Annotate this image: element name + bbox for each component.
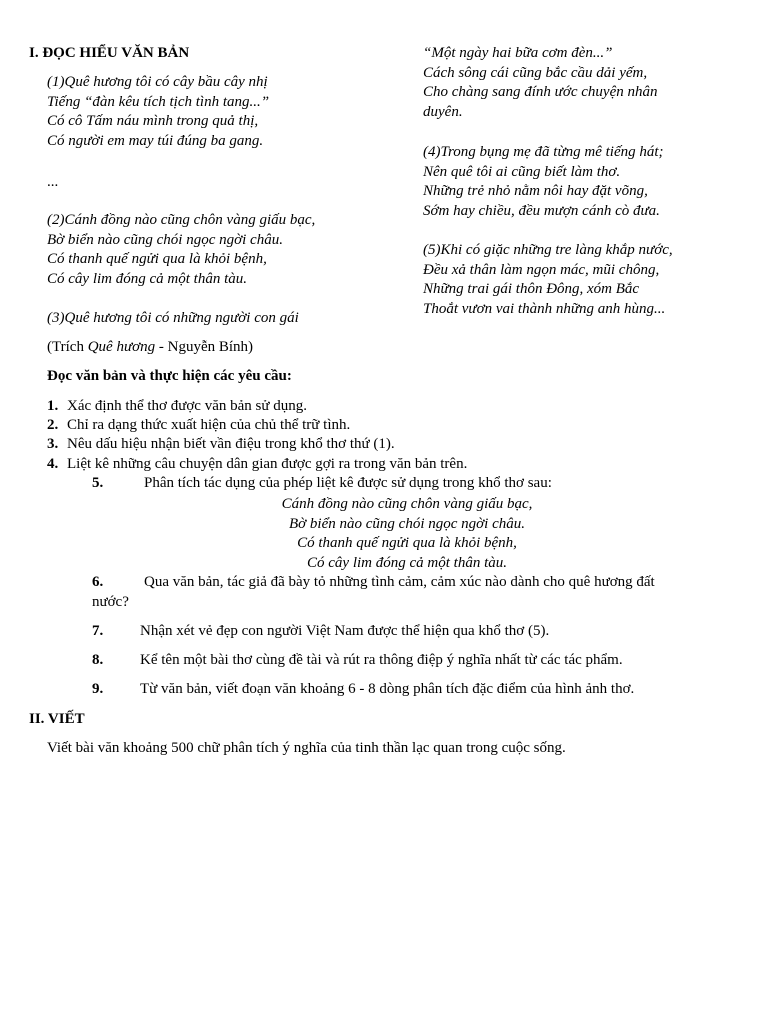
poem-line: (1)Quê hương tôi có cây bầu cây nhị: [47, 74, 268, 90]
question-text: Kể tên một bài thơ cùng đề tài và rút ra thông điệp ý nghĩa nhất từ các tác phẩm.: [140, 652, 623, 668]
question-text: Từ văn bản, viết đoạn văn khoảng 6 - 8 dòng phân tích đặc điểm của hình ảnh thơ.: [140, 681, 635, 697]
poem-ellipsis: ...: [47, 174, 59, 190]
poem-line: Tiếng “đàn kêu tích tịch tình tang...”: [47, 93, 270, 110]
poem-line: (5)Khi có giặc những tre làng khắp nước,: [423, 242, 673, 258]
poem-line: Có thanh quế ngửi qua là khỏi bệnh,: [47, 251, 267, 267]
poem-line: Cách sông cái cũng bắc cầu dải yếm,: [423, 64, 648, 81]
quote-line: Bờ biển nào cũng chói ngọc ngời châu.: [289, 515, 525, 532]
poem-line: Những trẻ nhỏ nằm nôi hay đặt võng,: [423, 183, 648, 199]
writing-prompt: Viết bài văn khoảng 500 chữ phân tích ý nghĩa của tinh thần lạc quan trong cuộc sống.: [47, 740, 566, 756]
poem-line: Bờ biển nào cũng chói ngọc ngời châu.: [47, 231, 283, 248]
poem-line: “Một ngày hai bữa cơm đèn...”: [423, 45, 613, 61]
section-2-heading: II. VIẾT: [29, 711, 85, 727]
question-text: Nêu dấu hiệu nhận biết vần điệu trong khổ thơ thứ (1).: [67, 436, 395, 452]
question-7: [92, 622, 549, 642]
question-number: 1.: [47, 398, 59, 414]
quote-line: Có thanh quế ngửi qua là khỏi bệnh,: [297, 535, 517, 551]
quote-line: Cánh đồng nào cũng chôn vàng giấu bạc,: [281, 496, 533, 512]
question-1: [47, 397, 307, 417]
poem-line: Thoắt vươn vai thành những anh hùng...: [423, 300, 666, 317]
question-text-line-1: Qua văn bản, tác giả đã bày tỏ những tình cảm, cảm xúc nào dành cho quê hương đất: [144, 574, 655, 590]
question-text: Phân tích tác dụng của phép liệt kê được sử dụng trong khổ thơ sau:: [144, 475, 552, 491]
poem-left-column: [47, 73, 427, 151]
citation-author: - Nguyễn Bính): [155, 339, 254, 355]
question-8: [92, 651, 623, 671]
question-text: Xác định thể thơ được văn bản sử dụng.: [67, 398, 307, 414]
question-9: [92, 680, 634, 700]
stanza-3-cont: [423, 44, 753, 122]
poem-line: Sớm hay chiều, đều mượn cánh cò đưa.: [423, 202, 660, 219]
question-number: 5.: [92, 475, 104, 491]
question-text-line-2: nước?: [92, 593, 129, 610]
question-text: Liệt kê những câu chuyện dân gian được gợi ra trong văn bản trên.: [67, 456, 468, 472]
quote-line: Có cây lim đóng cả một thân tàu.: [307, 554, 507, 571]
citation-prefix: (Trích: [47, 339, 88, 355]
poem-line: (4)Trong bụng mẹ đã từng mê tiếng hát;: [423, 144, 664, 160]
poem-line: Có cây lim đóng cả một thân tàu.: [47, 270, 247, 287]
stanza-3: (3)Quê hương tôi có những người con gái: [47, 310, 299, 326]
stanza-5: [423, 241, 673, 319]
poem-right-column: [423, 44, 753, 122]
citation-title: Quê hương: [87, 339, 156, 355]
poem-line: Có cô Tấm náu mình trong quả thị,: [47, 113, 259, 129]
question-number: 6.: [92, 574, 104, 590]
poem-line: duyên.: [423, 103, 463, 120]
poem-line: Nên quê tôi ai cũng biết làm thơ.: [423, 163, 621, 180]
question-number: 4.: [47, 456, 59, 472]
poem-line: Có người em may túi đúng ba gang.: [47, 132, 264, 149]
question-text: Nhận xét vẻ đẹp con người Việt Nam được thể hiện qua khổ thơ (5).: [140, 623, 550, 639]
question-5: [92, 474, 552, 494]
poem-line: (2)Cánh đồng nào cũng chôn vàng giấu bạc,: [47, 212, 316, 228]
question-2: [47, 416, 350, 436]
question-number: 3.: [47, 436, 59, 452]
instruction: Đọc văn bản và thực hiện các yêu cầu:: [47, 368, 292, 384]
question-number: 2.: [47, 417, 59, 433]
poem-line: Những trai gái thôn Đông, xóm Bắc: [423, 281, 640, 297]
stanza-2: [47, 211, 315, 289]
stanza-4: [423, 143, 664, 221]
question-number: 8.: [92, 652, 104, 668]
section-1-heading: I. ĐỌC HIỂU VĂN BẢN: [29, 45, 190, 61]
question-3: [47, 435, 395, 455]
citation: [47, 338, 253, 358]
question-6: [92, 573, 732, 612]
question-number: 9.: [92, 681, 104, 697]
poem-line: Đều xả thân làm ngọn mác, mũi chông,: [423, 261, 660, 278]
poem-line: Cho chàng sang đính ước chuyện nhân: [423, 84, 658, 100]
question-number: 7.: [92, 623, 104, 639]
stanza-1: [47, 73, 427, 151]
question-text: Chỉ ra dạng thức xuất hiện của chủ thể trữ tình.: [67, 417, 351, 433]
question-4: [47, 455, 467, 475]
quoted-stanza: [92, 495, 722, 573]
